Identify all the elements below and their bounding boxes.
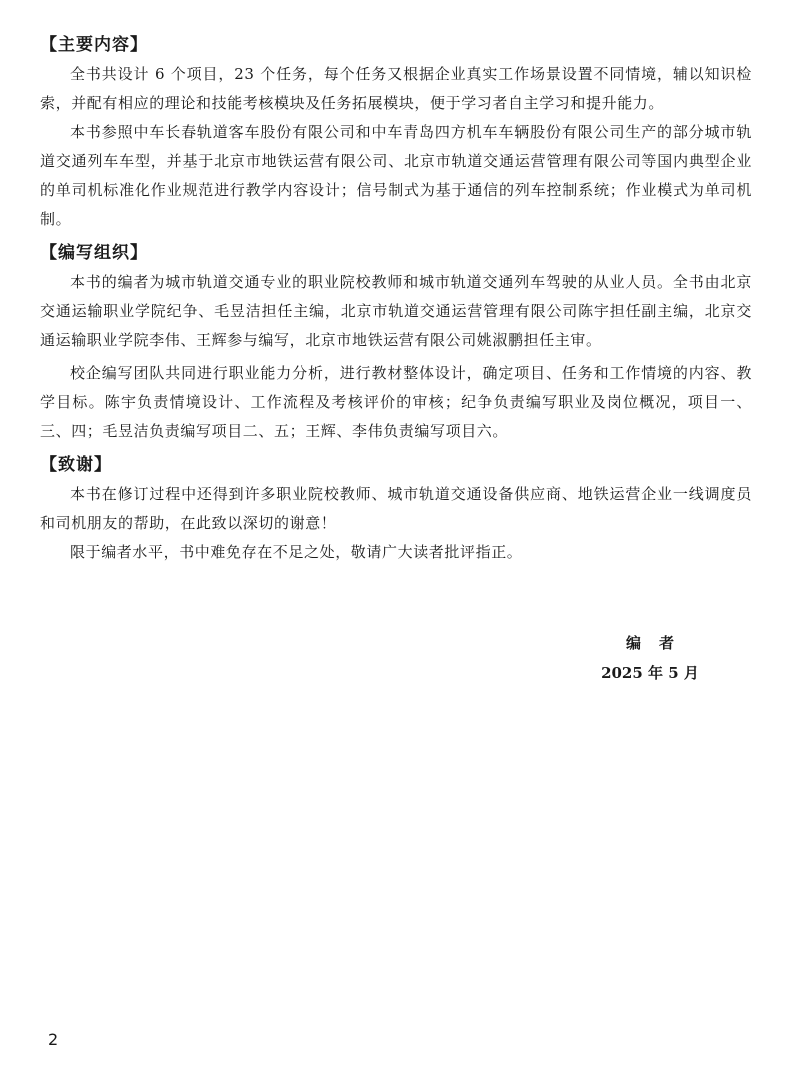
preface-body xyxy=(40,30,752,567)
signature-author: 编者 xyxy=(625,634,692,652)
section-heading-main-content: 【主要内容】 xyxy=(40,35,148,55)
page-number: 2 xyxy=(48,1030,59,1049)
signature-date: 2025 年 5 月 xyxy=(601,664,699,682)
paragraph-main-content-2: 本书参照中车长春轨道客车股份有限公司和中车青岛四方机车车辆股份有限公司生产的部分城市轨道交通列车车型，并基于北京市地铁运营有限公司、北京市轨道交通运营管理有限公司等国内典型企业的单司机标准化作业规范进行教学内容设计；信号制式为基于通信的列车控制系统；作业模式为单司机制。 xyxy=(40,123,752,228)
paragraph-acknowledgements-2: 限于编者水平，书中难免存在不足之处，敬请广大读者批评指正。 xyxy=(70,543,523,561)
signature-block xyxy=(595,628,705,688)
paragraph-acknowledgements-1: 本书在修订过程中还得到许多职业院校教师、城市轨道交通设备供应商、地铁运营企业一线调度员和司机朋友的帮助，在此致以深切的谢意！ xyxy=(40,485,752,532)
section-heading-organization: 【编写组织】 xyxy=(40,243,148,263)
paragraph-organization-1: 本书的编者为城市轨道交通专业的职业院校教师和城市轨道交通列车驾驶的从业人员。全书由北京交通运输职业学院纪争、毛昱洁担任主编，北京市轨道交通运营管理有限公司陈宇担任副主编，北京交通运输职业学院李伟、王辉参与编写，北京市地铁运营有限公司姚淑鹏担任主审。 xyxy=(40,273,752,349)
paragraph-main-content-1: 全书共设计 6 个项目，23 个任务，每个任务又根据企业真实工作场景设置不同情境，辅以知识检索，并配有相应的理论和技能考核模块及任务拓展模块，便于学习者自主学习和提升能力。 xyxy=(40,65,752,112)
paragraph-organization-2: 校企编写团队共同进行职业能力分析，进行教材整体设计，确定项目、任务和工作情境的内容、教学目标。陈宇负责情境设计、工作流程及考核评价的审核；纪争负责编写职业及岗位概况，项目一、三、四；毛昱洁负责编写项目二、五；王辉、李伟负责编写项目六。 xyxy=(40,364,752,440)
section-heading-acknowledgements: 【致谢】 xyxy=(40,455,112,475)
